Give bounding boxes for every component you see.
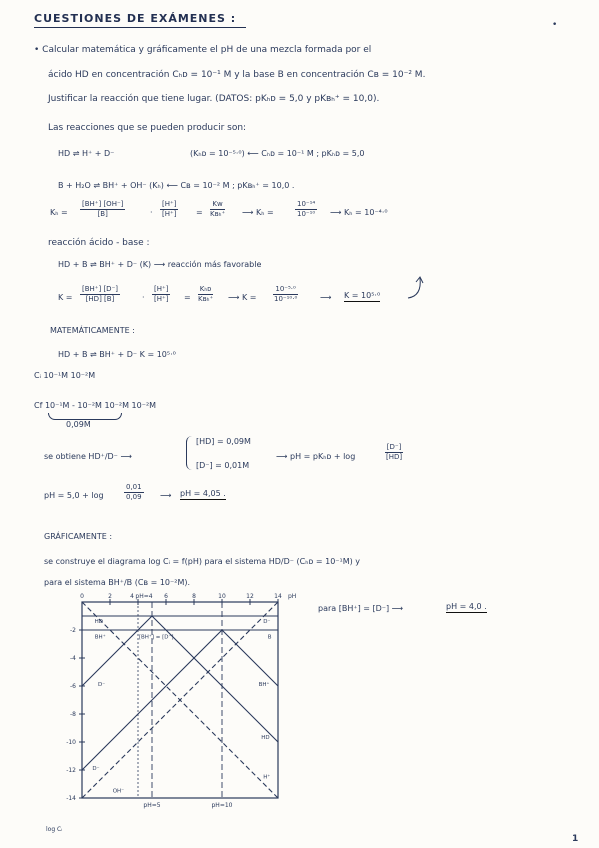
kh-frac1-num: [BH⁺] [OH⁻] xyxy=(82,200,124,208)
y-tick-label: -12 xyxy=(66,767,76,774)
series-label: BH⁺ xyxy=(94,634,106,641)
reaction-table-initial: Cᵢ 10⁻¹M 10⁻²M xyxy=(34,371,96,380)
x-tick-label: 14 xyxy=(274,593,282,600)
series-line xyxy=(82,616,278,686)
kh-fraction-1 xyxy=(80,200,125,219)
title-underline xyxy=(34,27,246,28)
k-frac2-den: [H⁺] xyxy=(154,295,169,303)
k-arrow-2: ⟶ xyxy=(320,293,332,302)
curved-arrow-icon xyxy=(404,274,428,302)
obtain-d: [D⁻] = 0,01M xyxy=(196,461,250,470)
pk-marker-label: pH=10 xyxy=(211,802,233,809)
series-label: BH⁺ xyxy=(258,682,270,688)
y-tick-label: -10 xyxy=(66,739,76,746)
ph-calc-num: 0,01 xyxy=(126,483,142,491)
equation-1: HD ⇌ H⁺ + D⁻ xyxy=(58,149,115,158)
ph-calc-lhs: pH = 5,0 + log xyxy=(44,491,104,500)
kh-fraction-2 xyxy=(160,200,178,219)
series-label: B xyxy=(267,634,272,641)
brace-under xyxy=(48,413,122,420)
series-label: HD xyxy=(94,619,103,625)
y-axis-label: log Cᵢ xyxy=(46,826,63,833)
x-tick-label-zero: 0 xyxy=(80,593,84,600)
y-tick-label: -4 xyxy=(70,655,76,662)
k-frac3-den: Kʙₕ⁺ xyxy=(198,295,214,303)
k-frac1-num: [BH⁺] [D⁻] xyxy=(82,285,118,293)
series-label: HD xyxy=(261,735,270,742)
k-frac4-num: 10⁻⁵·⁰ xyxy=(275,285,296,293)
x-tick-label: 6 xyxy=(164,593,168,600)
page-number: 1 xyxy=(572,834,579,844)
x-tick-label: 8 xyxy=(192,593,196,600)
k-arrow: ⟶ K = xyxy=(228,293,257,302)
ph-formula: ⟶ pH = pKₕᴅ + log xyxy=(276,452,356,461)
obtain-hd: [HD] = 0,09M xyxy=(196,437,251,446)
kh-frac3-num: Kw xyxy=(212,200,223,208)
y-tick-label: -8 xyxy=(70,711,76,718)
kh-arrow: ⟶ Kₕ = xyxy=(242,208,274,217)
graph-label: GRÁFICAMENTE : xyxy=(44,532,113,541)
x-tick-label: 10 xyxy=(218,593,226,600)
graph-note-result: pH = 4,0 . xyxy=(446,602,487,611)
corner-mark: • xyxy=(552,20,558,30)
k-fraction-2 xyxy=(152,285,170,304)
series-label: H⁺ xyxy=(263,774,271,781)
graph-line-1: se construye el diagrama log Cᵢ = f(pH) para el sistema HD/D⁻ (Cₕᴅ = 10⁻¹M) y xyxy=(44,557,361,566)
ph-result: pH = 4,05 . xyxy=(180,489,226,498)
k-result: K = 10⁵·⁰ xyxy=(344,291,381,300)
equation-2: B + H₂O ⇌ BH⁺ + OH⁻ (Kₕ) ⟵ Cʙ = 10⁻² M ; pKʙₕ⁺ = 10,0 . xyxy=(58,181,295,190)
problem-line-3: Justificar la reacción que tiene lugar. (DATOS: pKₕᴅ = 5,0 y pKʙₕ⁺ = 10,0). xyxy=(48,94,380,104)
page-title: CUESTIONES DE EXÁMENES : xyxy=(34,12,237,25)
series-label: D⁻ xyxy=(98,682,106,688)
ph-formula-num: [D⁻] xyxy=(386,443,402,451)
series-label: D⁻ xyxy=(92,766,100,772)
obtain-label: se obtiene HD⁺/D⁻ ⟶ xyxy=(44,452,132,461)
y-tick-label: -2 xyxy=(70,627,76,634)
y-tick-label: -6 xyxy=(70,683,76,690)
k-fraction-3 xyxy=(196,285,215,304)
equation-3: HD + B ⇌ BH⁺ + D⁻ (K) ⟶ reacción más favorable xyxy=(58,260,262,269)
kh-result: ⟶ Kₕ = 10⁻⁴·⁰ xyxy=(330,208,388,217)
series-label: D⁻ xyxy=(263,619,271,625)
x-axis-label: pH xyxy=(288,593,296,600)
kh-fraction-3 xyxy=(208,200,227,219)
kh-frac4-den: 10⁻¹⁰ xyxy=(297,210,316,218)
reaction-table-final-value: 0,09M xyxy=(66,420,91,429)
series-label: OH⁻ xyxy=(112,788,125,795)
kh-dot: · xyxy=(150,208,153,217)
k-fraction-4 xyxy=(272,285,299,304)
kh-frac2-num: [H⁺] xyxy=(162,200,177,208)
kh-lhs: Kₕ = xyxy=(50,208,68,217)
pk-marker-label: pH=5 xyxy=(143,802,161,809)
series-line xyxy=(82,616,278,742)
math-label: MATEMÁTICAMENTE : xyxy=(50,326,135,335)
k-fraction-1 xyxy=(80,285,120,304)
k-dot: · xyxy=(142,293,145,302)
k-frac3-num: Kₕᴅ xyxy=(199,285,212,293)
reaction-table-head: HD + B ⇌ BH⁺ + D⁻ K = 10⁵·⁰ xyxy=(58,350,176,359)
k-lhs: K = xyxy=(58,293,73,302)
kh-frac1-den: [B] xyxy=(97,210,108,218)
brace-left xyxy=(186,436,193,470)
equation-1-constant: (Kₕᴅ = 10⁻⁵·⁰) ⟵ Cₕᴅ = 10⁻¹ M ; pKₕᴅ = 5,0 xyxy=(190,149,365,158)
ph-calc-den: 0,09 xyxy=(126,493,142,501)
kh-equals: = xyxy=(196,208,203,217)
k-frac4-den: 10⁻¹⁰·⁰ xyxy=(274,295,298,303)
reactions-intro: Las reacciones que se pueden producir son: xyxy=(48,123,247,133)
series-line xyxy=(82,630,278,686)
acid-base-label: reacción ácido - base : xyxy=(48,238,150,248)
y-tick-label: -14 xyxy=(66,795,76,802)
ph-formula-fraction xyxy=(384,443,404,462)
graph-line-2: para el sistema BH⁺/B (Cʙ = 10⁻²M). xyxy=(44,578,191,587)
problem-line-2: ácido HD en concentración Cₕᴅ = 10⁻¹ M y la base B en concentración Cʙ = 10⁻² M. xyxy=(48,70,426,80)
kh-fraction-4 xyxy=(295,200,317,219)
kh-frac4-num: 10⁻¹⁴ xyxy=(297,200,316,208)
ph-calc-fraction xyxy=(124,483,144,502)
x-tick-label: pH=4 xyxy=(135,593,153,600)
log-c-ph-diagram xyxy=(36,590,296,830)
k-frac2-num: [H⁺] xyxy=(154,285,169,293)
kh-frac3-den: Kʙₕ⁺ xyxy=(210,210,226,218)
k-equals: = xyxy=(184,293,191,302)
kh-frac2-den: [H⁺] xyxy=(162,210,177,218)
series-label: [BH⁺] = [D⁻] xyxy=(138,634,174,641)
x-tick-label: 4 xyxy=(130,593,134,600)
x-tick-label: 12 xyxy=(246,593,254,600)
reaction-table-final: Cf 10⁻¹M - 10⁻²M 10⁻²M 10⁻²M xyxy=(34,401,157,410)
x-tick-label: 2 xyxy=(108,593,112,600)
ph-formula-den: [HD] xyxy=(386,453,403,461)
problem-line-1: • Calcular matemática y gráficamente el pH de una mezcla formada por el xyxy=(34,45,372,55)
ph-calc-arrow: ⟶ xyxy=(160,491,172,500)
graph-note: para [BH⁺] = [D⁻] ⟶ xyxy=(318,604,404,613)
k-frac1-den: [HD] [B] xyxy=(85,295,115,303)
